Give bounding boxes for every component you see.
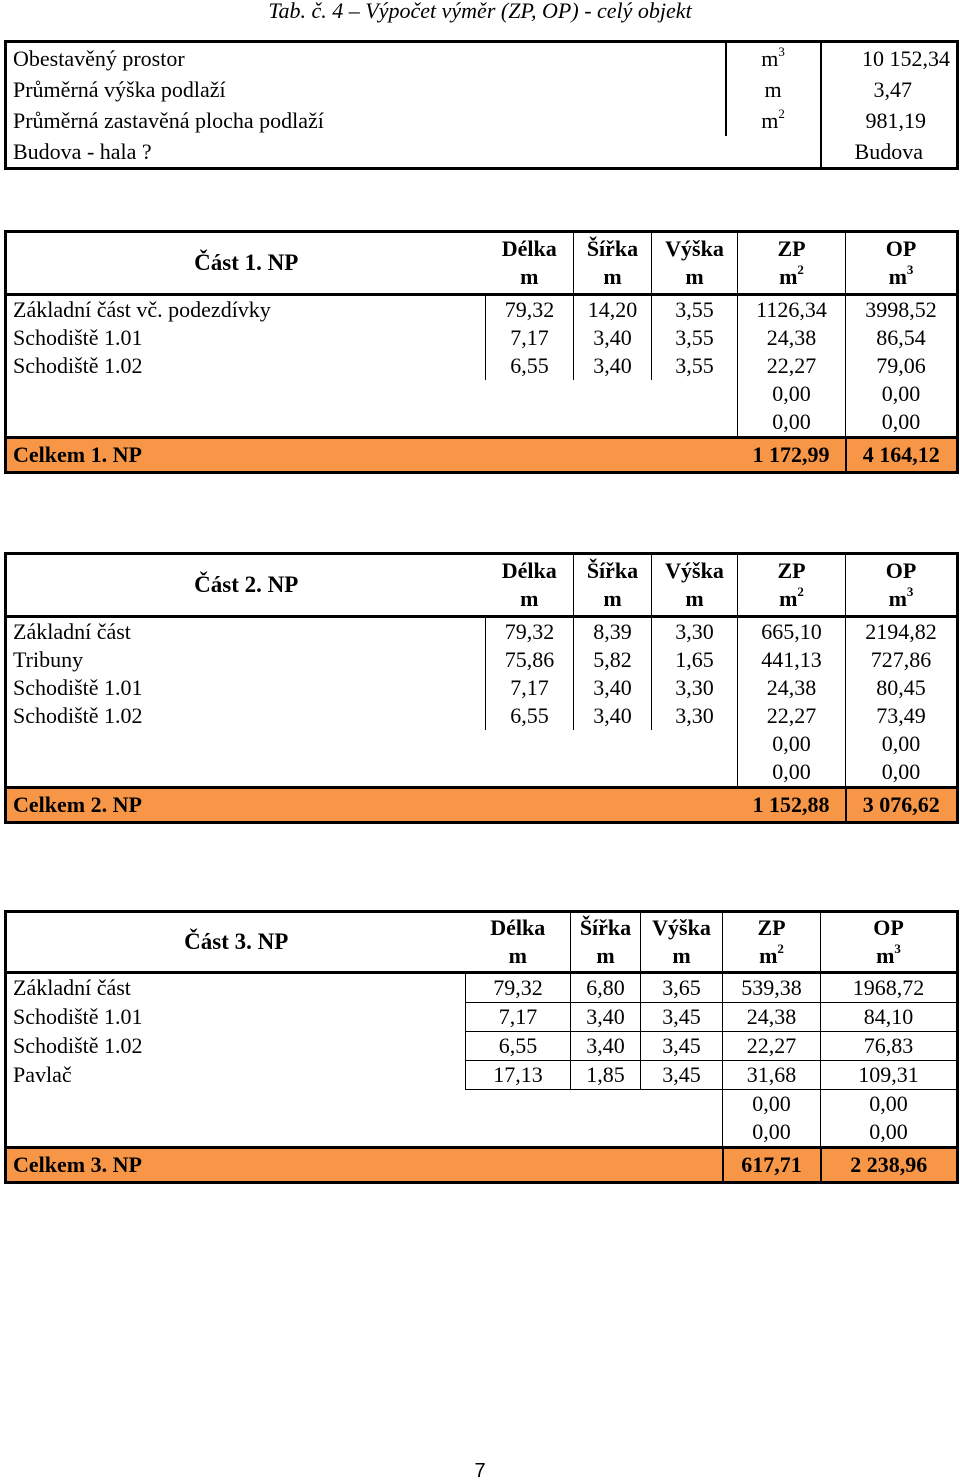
cell-vyska: 3,45 xyxy=(641,1003,723,1032)
table-row xyxy=(6,408,958,438)
summary-unit: $m^2$ xyxy=(726,105,821,136)
table-row xyxy=(6,295,958,325)
col-zp: ZP $m^2$ xyxy=(738,554,846,617)
cell-delka: 6,55 xyxy=(466,1032,571,1061)
cell-op: 109,31 xyxy=(821,1061,958,1090)
cell-delka: 7,17 xyxy=(466,1003,571,1032)
col-sirka: Šířka m xyxy=(574,232,652,295)
total-label: Celkem 2. NP xyxy=(6,788,738,823)
cell-vyska: 3,55 xyxy=(652,324,738,352)
row-label: Schodiště 1.02 xyxy=(6,702,486,730)
cell-vyska: 3,30 xyxy=(652,674,738,702)
page-number: 7 xyxy=(474,1460,486,1482)
cell-zp: 665,10 xyxy=(738,617,846,647)
cell-vyska: 3,45 xyxy=(641,1032,723,1061)
col-sirka: Šířka m xyxy=(571,912,641,973)
cell-delka: 17,13 xyxy=(466,1061,571,1090)
cell-vyska xyxy=(652,380,738,408)
row-label: Schodiště 1.02 xyxy=(6,1032,466,1061)
row-label xyxy=(6,1118,466,1148)
summary-label: Průměrná zastavěná plocha podlaží xyxy=(13,107,324,133)
total-row xyxy=(6,1148,958,1183)
summary-label: Obestavěný prostor xyxy=(13,45,185,71)
cell-sirka: 3,40 xyxy=(571,1032,641,1061)
cell-sirka: 14,20 xyxy=(574,295,652,325)
total-zp: 1 152,88 xyxy=(738,788,846,823)
table-row xyxy=(6,730,958,758)
cell-sirka xyxy=(574,758,652,788)
cell-vyska: 3,55 xyxy=(652,352,738,380)
table-row xyxy=(6,1003,958,1032)
row-label: Základní část vč. podezdívky xyxy=(6,295,486,325)
table-row xyxy=(6,352,958,380)
cell-op: 2194,82 xyxy=(846,617,958,647)
cell-zp: 1126,34 xyxy=(738,295,846,325)
table-row xyxy=(6,674,958,702)
cell-sirka: 8,39 xyxy=(574,617,652,647)
cell-zp: 24,38 xyxy=(738,674,846,702)
summary-value: 3,47 xyxy=(821,74,958,105)
row-label xyxy=(6,1090,466,1119)
cell-vyska: 3,45 xyxy=(641,1061,723,1090)
cell-op: 3998,52 xyxy=(846,295,958,325)
cell-vyska xyxy=(641,1090,723,1119)
table-row xyxy=(6,1118,958,1148)
row-label: Základní část xyxy=(6,617,486,647)
cell-sirka: 3,40 xyxy=(574,324,652,352)
cell-sirka: 6,80 xyxy=(571,973,641,1003)
cell-zp: 539,38 xyxy=(723,973,821,1003)
cell-delka xyxy=(486,408,574,438)
table-row xyxy=(6,1032,958,1061)
cell-zp: 22,27 xyxy=(723,1032,821,1061)
cell-op: 80,45 xyxy=(846,674,958,702)
cell-sirka: 3,40 xyxy=(571,1003,641,1032)
cell-vyska: 3,55 xyxy=(652,295,738,325)
cell-sirka xyxy=(571,1090,641,1119)
table-row xyxy=(6,646,958,674)
summary-unit: $m^3$ xyxy=(726,42,821,75)
cell-delka: 79,32 xyxy=(486,617,574,647)
col-delka: Délka m xyxy=(486,554,574,617)
cell-delka: 6,55 xyxy=(486,702,574,730)
cell-zp: 0,00 xyxy=(723,1118,821,1148)
cell-op: 73,49 xyxy=(846,702,958,730)
row-label: Tribuny xyxy=(6,646,486,674)
col-vyska: Výška m xyxy=(641,912,723,973)
col-zp: ZP $m^2$ xyxy=(723,912,821,973)
cell-vyska xyxy=(641,1118,723,1148)
row-label: Schodiště 1.01 xyxy=(6,324,486,352)
cell-op: 1968,72 xyxy=(821,973,958,1003)
section-title: Část 2. NP xyxy=(6,554,486,617)
summary-value: Budova xyxy=(821,136,958,169)
col-vyska: Výška m xyxy=(652,554,738,617)
total-zp: 1 172,99 xyxy=(738,438,846,473)
summary-label: Průměrná výška podlaží xyxy=(13,76,226,102)
col-op: OP $m^3$ xyxy=(821,912,958,973)
cell-op: 86,54 xyxy=(846,324,958,352)
cell-zp: 0,00 xyxy=(738,380,846,408)
cell-sirka xyxy=(574,380,652,408)
cell-delka xyxy=(486,730,574,758)
cell-zp: 24,38 xyxy=(738,324,846,352)
table-row xyxy=(6,973,958,1003)
section-title: Část 3. NP xyxy=(6,912,466,973)
section-table-2np xyxy=(4,552,959,824)
section-title: Část 1. NP xyxy=(6,232,486,295)
cell-op: 0,00 xyxy=(846,408,958,438)
cell-sirka: 3,40 xyxy=(574,702,652,730)
row-label: Základní část xyxy=(6,973,466,1003)
summary-value: 10 152,34 xyxy=(821,42,958,75)
cell-sirka: 5,82 xyxy=(574,646,652,674)
total-op: 4 164,12 xyxy=(846,438,958,473)
cell-vyska: 3,30 xyxy=(652,702,738,730)
row-label xyxy=(6,758,486,788)
row-label: Pavlač xyxy=(6,1061,466,1090)
row-label xyxy=(6,730,486,758)
cell-sirka xyxy=(574,408,652,438)
summary-unit xyxy=(726,136,821,169)
total-row xyxy=(6,788,958,823)
table-row xyxy=(6,380,958,408)
col-zp: ZP $m^2$ xyxy=(738,232,846,295)
col-delka: Délka m xyxy=(466,912,571,973)
table-row xyxy=(6,702,958,730)
cell-op: 76,83 xyxy=(821,1032,958,1061)
total-op: 2 238,96 xyxy=(821,1148,958,1183)
cell-delka xyxy=(486,758,574,788)
total-row xyxy=(6,438,958,473)
col-delka: Délka m xyxy=(486,232,574,295)
summary-row xyxy=(6,136,958,169)
total-label: Celkem 3. NP xyxy=(6,1148,723,1183)
summary-row xyxy=(6,42,958,75)
table-caption: Tab. č. 4 – Výpočet výměr (ZP, OP) - celý objekt xyxy=(268,0,692,23)
cell-zp: 22,27 xyxy=(738,702,846,730)
row-label: Schodiště 1.01 xyxy=(6,674,486,702)
row-label xyxy=(6,408,486,438)
cell-delka: 7,17 xyxy=(486,674,574,702)
cell-vyska: 1,65 xyxy=(652,646,738,674)
table-row xyxy=(6,1090,958,1119)
col-vyska: Výška m xyxy=(652,232,738,295)
cell-op: 0,00 xyxy=(846,758,958,788)
summary-row xyxy=(6,105,958,136)
row-label xyxy=(6,380,486,408)
summary-unit: m xyxy=(726,74,821,105)
row-label: Schodiště 1.02 xyxy=(6,352,486,380)
cell-delka: 7,17 xyxy=(486,324,574,352)
cell-op: 727,86 xyxy=(846,646,958,674)
cell-delka: 75,86 xyxy=(486,646,574,674)
cell-delka: 79,32 xyxy=(466,973,571,1003)
cell-op: 0,00 xyxy=(846,380,958,408)
section-header xyxy=(6,232,958,295)
cell-vyska: 3,30 xyxy=(652,617,738,647)
cell-zp: 0,00 xyxy=(738,408,846,438)
cell-delka: 79,32 xyxy=(486,295,574,325)
cell-vyska xyxy=(652,758,738,788)
total-zp: 617,71 xyxy=(723,1148,821,1183)
table-row xyxy=(6,617,958,647)
total-op: 3 076,62 xyxy=(846,788,958,823)
table-row xyxy=(6,758,958,788)
cell-vyska xyxy=(652,730,738,758)
cell-zp: 0,00 xyxy=(723,1090,821,1119)
table-row xyxy=(6,324,958,352)
table-row xyxy=(6,1061,958,1090)
cell-zp: 0,00 xyxy=(738,758,846,788)
cell-op: 79,06 xyxy=(846,352,958,380)
summary-row xyxy=(6,74,958,105)
cell-delka xyxy=(486,380,574,408)
cell-op: 84,10 xyxy=(821,1003,958,1032)
cell-op: 0,00 xyxy=(846,730,958,758)
cell-sirka: 3,40 xyxy=(574,674,652,702)
summary-table xyxy=(4,40,959,170)
section-header xyxy=(6,912,958,973)
cell-vyska: 3,65 xyxy=(641,973,723,1003)
cell-sirka xyxy=(574,730,652,758)
col-op: OP $m^3$ xyxy=(846,232,958,295)
section-table-3np xyxy=(4,910,959,1184)
section-header xyxy=(6,554,958,617)
cell-zp: 441,13 xyxy=(738,646,846,674)
col-sirka: Šířka m xyxy=(574,554,652,617)
cell-zp: 24,38 xyxy=(723,1003,821,1032)
total-label: Celkem 1. NP xyxy=(6,438,738,473)
col-op: OP $m^3$ xyxy=(846,554,958,617)
cell-sirka: 1,85 xyxy=(571,1061,641,1090)
row-label: Schodiště 1.01 xyxy=(6,1003,466,1032)
summary-value: 981,19 xyxy=(821,105,958,136)
cell-zp: 22,27 xyxy=(738,352,846,380)
cell-op: 0,00 xyxy=(821,1090,958,1119)
cell-zp: 0,00 xyxy=(738,730,846,758)
cell-delka xyxy=(466,1118,571,1148)
cell-zp: 31,68 xyxy=(723,1061,821,1090)
cell-op: 0,00 xyxy=(821,1118,958,1148)
cell-delka: 6,55 xyxy=(486,352,574,380)
cell-sirka xyxy=(571,1118,641,1148)
summary-label: Budova - hala ? xyxy=(13,138,152,164)
cell-delka xyxy=(466,1090,571,1119)
section-table-1np xyxy=(4,230,959,474)
cell-sirka: 3,40 xyxy=(574,352,652,380)
cell-vyska xyxy=(652,408,738,438)
